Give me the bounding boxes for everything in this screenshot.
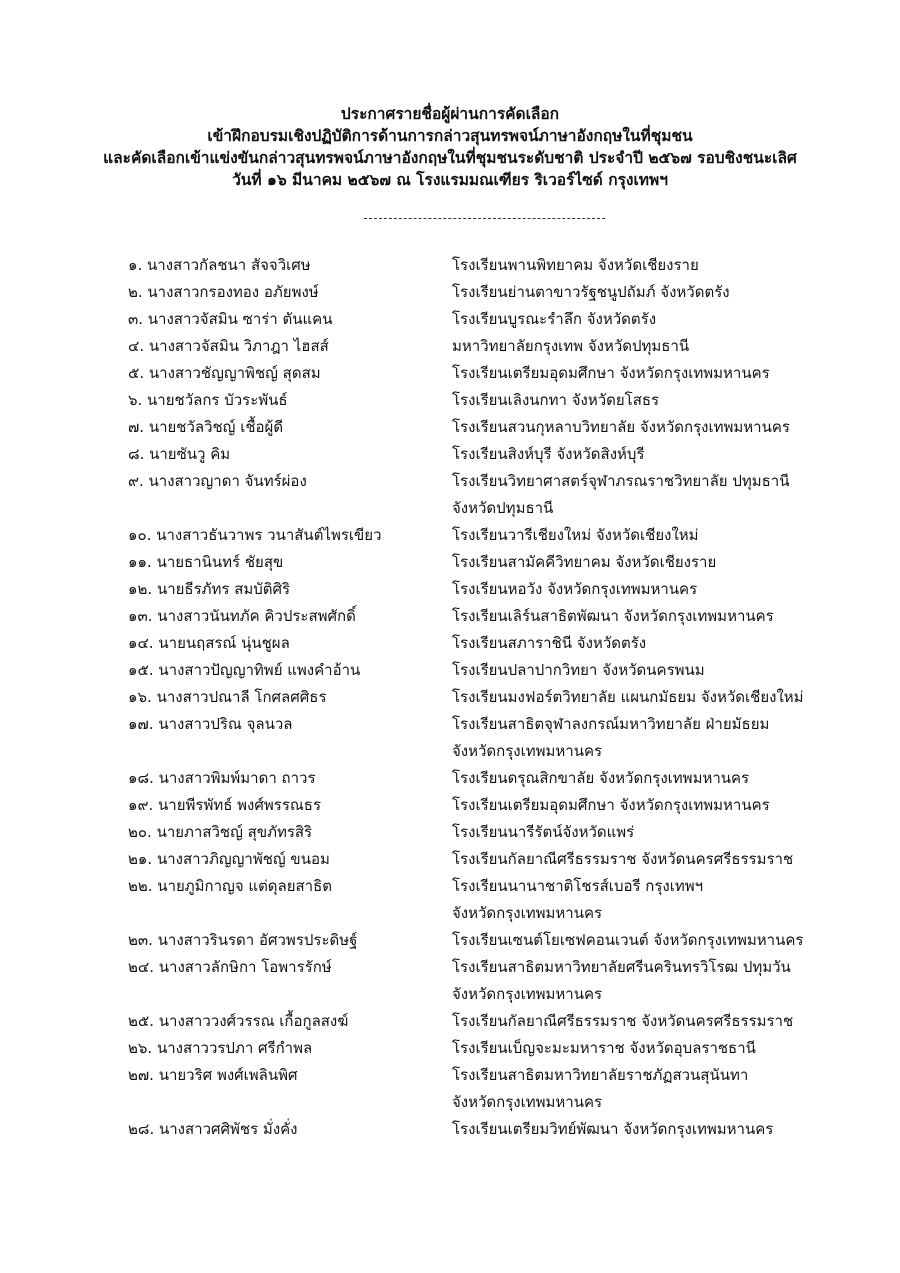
participant-row — [0, 711, 900, 765]
participant-school — [452, 711, 872, 765]
school-line: โรงเรียนกัลยาณีศรีธรรมราช จังหวัดนครศรีธรรมราช — [452, 1012, 794, 1030]
participant-school — [452, 1008, 872, 1035]
participant-row — [0, 279, 900, 306]
school-line: โรงเรียนเตรียมอุดมศึกษา จังหวัดกรุงเทพมหานคร — [452, 364, 770, 382]
school-line: โรงเรียนมงฟอร์ตวิทยาลัย แผนกมัธยม จังหวัดเชียงใหม่ — [452, 688, 804, 706]
participant-row — [0, 306, 900, 333]
dashed-divider — [364, 218, 605, 219]
school-line: โรงเรียนย่านตาขาวรัฐชนูปถัมภ์ จังหวัดตรัง — [452, 283, 730, 301]
school-line: โรงเรียนปลาปากวิทยา จังหวัดนครพนม — [452, 661, 705, 679]
header-line-3: และคัดเลือกเข้าแข่งขันกล่าวสุนทรพจน์ภาษาอังกฤษในที่ชุมชนระดับชาติ ประจำปี ๒๕๖๗ รอบชิงชนะเลิศ — [103, 149, 797, 167]
participant-school — [452, 333, 872, 360]
participant-row — [0, 468, 900, 522]
participant-school — [452, 387, 872, 414]
participant-school — [452, 1035, 872, 1062]
participant-name: ๔. นางสาวจัสมิน วิภาฎา ไฮสส์ — [128, 337, 329, 355]
participant-name: ๑๗. นางสาวปริณ จุลนวล — [128, 715, 293, 733]
participant-name: ๒๗. นายวริศ พงศ์เพลินพิศ — [128, 1066, 298, 1084]
school-line: จังหวัดกรุงเทพมหานคร — [452, 904, 603, 922]
participant-row — [0, 603, 900, 630]
participant-name: ๙. นางสาวญาดา จันทร์ผ่อง — [128, 472, 307, 490]
participant-school — [452, 792, 872, 819]
participant-school — [452, 846, 872, 873]
school-line: จังหวัดกรุงเทพมหานคร — [452, 742, 603, 760]
participant-row — [0, 792, 900, 819]
participant-school — [452, 657, 872, 684]
school-line: โรงเรียนดรุณสิกขาลัย จังหวัดกรุงเทพมหานคร — [452, 769, 750, 787]
participant-list — [0, 252, 900, 1143]
participant-name: ๖. นายชวัลกร บัวระพันธ์ — [128, 391, 288, 409]
school-line: โรงเรียนนารีรัตน์จังหวัดแพร่ — [452, 823, 635, 841]
school-line: จังหวัดปทุมธานี — [452, 499, 554, 517]
participant-row — [0, 576, 900, 603]
participant-school — [452, 873, 872, 927]
participant-school — [452, 630, 872, 657]
participant-name: ๒๕. นางสาววงศ์วรรณ เกื้อกูลสงฆ์ — [128, 1012, 349, 1030]
school-line: โรงเรียนเบ็ญจะมะมหาราช จังหวัดอุบลราชธานี — [452, 1039, 756, 1057]
school-line: โรงเรียนเลิร์นสาธิตพัฒนา จังหวัดกรุงเทพมหานคร — [452, 607, 774, 625]
participant-row — [0, 846, 900, 873]
participant-school — [452, 360, 872, 387]
participant-school — [452, 927, 872, 954]
school-line: โรงเรียนสาธิตจุฬาลงกรณ์มหาวิทยาลัย ฝ่ายมัธยม — [452, 715, 770, 733]
school-line: โรงเรียนเตรียมวิทย์พัฒนา จังหวัดกรุงเทพมหานคร — [452, 1120, 774, 1138]
participant-row — [0, 1035, 900, 1062]
school-line: โรงเรียนวารีเชียงใหม่ จังหวัดเชียงใหม่ — [452, 526, 699, 544]
participant-school — [452, 603, 872, 630]
school-line: โรงเรียนนานาชาติโชรส์เบอรี กรุงเทพฯ — [452, 877, 704, 895]
school-line: โรงเรียนสภาราชินี จังหวัดตรัง — [452, 634, 647, 652]
participant-school — [452, 576, 872, 603]
participant-school — [452, 765, 872, 792]
participant-row — [0, 252, 900, 279]
participant-name: ๕. นางสาวชัญญาพิชญ์ สุดสม — [128, 364, 321, 382]
participant-name: ๑. นางสาวกัลชนา สัจจวิเศษ — [128, 256, 311, 274]
school-line: จังหวัดกรุงเทพมหานคร — [452, 1093, 603, 1111]
participant-school — [452, 549, 872, 576]
participant-name: ๒๑. นางสาวภิญญาพัชญ์ ขนอม — [128, 850, 330, 868]
participant-row — [0, 873, 900, 927]
school-line: โรงเรียนวิทยาศาสตร์จุฬาภรณราชวิทยาลัย ปทุมธานี — [452, 472, 790, 490]
participant-name: ๑๙. นายพีรพัทธ์ พงศ์พรรณธร — [128, 796, 322, 814]
header-line-2: เข้าฝึกอบรมเชิงปฏิบัติการด้านการกล่าวสุนทรพจน์ภาษาอังกฤษในที่ชุมชน — [207, 127, 693, 145]
school-line: โรงเรียนสิงห์บุรี จังหวัดสิงห์บุรี — [452, 445, 645, 463]
participant-school — [452, 684, 872, 711]
participant-name: ๑๘. นางสาวพิมพ์มาดา ถาวร — [128, 769, 316, 787]
participant-name: ๒๘. นางสาวศศิพัชร มั่งคั่ง — [128, 1120, 298, 1138]
participant-name: ๒๐. นายภาสวิชญ์ สุขภัทรสิริ — [128, 823, 313, 841]
participant-row — [0, 630, 900, 657]
participant-row — [0, 1008, 900, 1035]
participant-school — [452, 522, 872, 549]
participant-row — [0, 333, 900, 360]
school-line: โรงเรียนสวนกุหลาบวิทยาลัย จังหวัดกรุงเทพมหานคร — [452, 418, 790, 436]
participant-school — [452, 468, 872, 522]
school-line: โรงเรียนเตรียมอุดมศึกษา จังหวัดกรุงเทพมหานคร — [452, 796, 770, 814]
participant-name: ๑๑. นายธานินทร์ ชัยสุข — [128, 553, 284, 571]
participant-school — [452, 819, 872, 846]
participant-school — [452, 252, 872, 279]
school-line: โรงเรียนเซนต์โยเซฟคอนเวนต์ จังหวัดกรุงเทพมหานคร — [452, 931, 804, 949]
participant-row — [0, 1062, 900, 1116]
participant-name: ๑๐. นางสาวธันวาพร วนาสันต์ไพรเขียว — [128, 526, 382, 544]
participant-name: ๓. นางสาวจัสมิน ซาร่า ตันแคน — [128, 310, 333, 328]
participant-row — [0, 1116, 900, 1143]
participant-row — [0, 441, 900, 468]
participant-name: ๒๖. นางสาววรปภา ศรีกำพล — [128, 1039, 313, 1057]
participant-row — [0, 549, 900, 576]
school-line: โรงเรียนสามัคคีวิทยาคม จังหวัดเชียงราย — [452, 553, 717, 571]
school-line: โรงเรียนกัลยาณีศรีธรรมราช จังหวัดนครศรีธรรมราช — [452, 850, 794, 868]
participant-school — [452, 279, 872, 306]
header-line-1: ประกาศรายชื่อผู้ผ่านการคัดเลือก — [340, 105, 560, 123]
participant-school — [452, 441, 872, 468]
school-line: โรงเรียนหอวัง จังหวัดกรุงเทพมหานคร — [452, 580, 698, 598]
school-line: โรงเรียนเลิงนกทา จังหวัดยโสธร — [452, 391, 660, 409]
participant-name: ๑๖. นางสาวปณาลี โกศลศศิธร — [128, 688, 327, 706]
participant-name: ๑๓. นางสาวนันทภัค คิวประสพศักดิ์ — [128, 607, 356, 625]
announcement-header — [0, 103, 900, 191]
participant-row — [0, 657, 900, 684]
participant-row — [0, 360, 900, 387]
participant-row — [0, 819, 900, 846]
participant-name: ๘. นายซันวู คิม — [128, 445, 231, 463]
participant-row — [0, 522, 900, 549]
participant-name: ๒๓. นางสาวรินรดา อัศวพรประดิษฐ์ — [128, 931, 358, 949]
participant-school — [452, 1116, 872, 1143]
participant-name: ๑๔. นายนฤสรณ์ นุ่นชูผล — [128, 634, 290, 652]
participant-name: ๒. นางสาวกรองทอง อภัยพงษ์ — [128, 283, 319, 301]
participant-school — [452, 306, 872, 333]
school-line: จังหวัดกรุงเทพมหานคร — [452, 985, 603, 1003]
school-line: โรงเรียนสาธิตมหาวิทยาลัยศรีนครินทรวิโรฒ ปทุมวัน — [452, 958, 791, 976]
participant-school — [452, 954, 872, 1008]
school-line: มหาวิทยาลัยกรุงเทพ จังหวัดปทุมธานี — [452, 337, 690, 355]
participant-school — [452, 1062, 872, 1116]
header-line-4: วันที่ ๑๖ มีนาคม ๒๕๖๗ ณ โรงแรมมณเฑียร ริเวอร์ไซด์ กรุงเทพฯ — [232, 171, 668, 189]
participant-row — [0, 954, 900, 1008]
participant-row — [0, 684, 900, 711]
school-line: โรงเรียนบูรณะรำลึก จังหวัดตรัง — [452, 310, 657, 328]
school-line: โรงเรียนพานพิทยาคม จังหวัดเชียงราย — [452, 256, 699, 274]
participant-row — [0, 414, 900, 441]
school-line: โรงเรียนสาธิตมหาวิทยาลัยราชภัฏสวนสุนันทา — [452, 1066, 749, 1084]
participant-row — [0, 765, 900, 792]
participant-row — [0, 927, 900, 954]
participant-name: ๒๒. นายภูมิกาญจ แต่ดุลยสาธิต — [128, 877, 333, 895]
participant-name: ๑๕. นางสาวปัญญาทิพย์ แพงคำอ้าน — [128, 661, 361, 679]
participant-name: ๑๒. นายธีรภัทร สมบัติศิริ — [128, 580, 291, 598]
participant-school — [452, 414, 872, 441]
participant-name: ๒๔. นางสาวลักษิกา โอพารรักษ์ — [128, 958, 332, 976]
participant-row — [0, 387, 900, 414]
participant-name: ๗. นายชวัลวิชญ์ เชื้อผู้ดี — [128, 418, 284, 436]
